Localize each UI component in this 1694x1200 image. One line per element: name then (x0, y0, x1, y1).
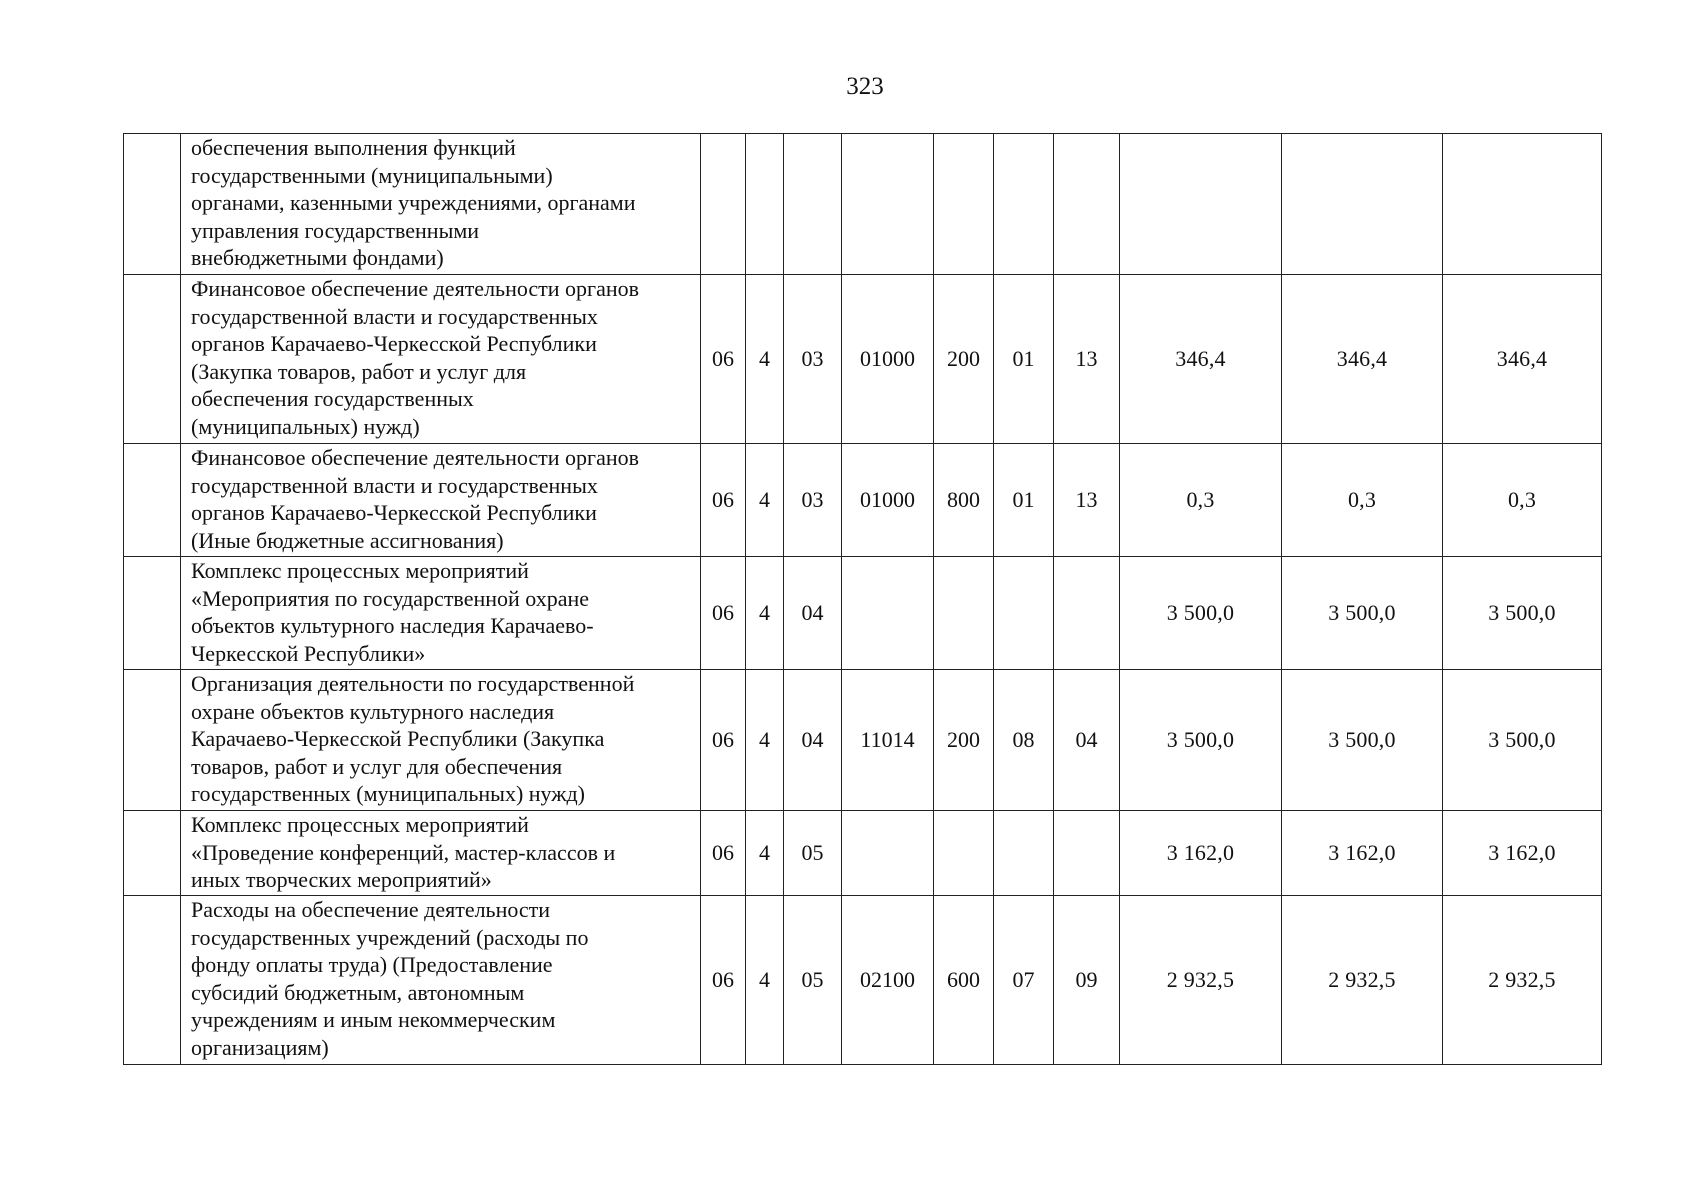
amount-cell-1: 3 162,0 (1120, 811, 1282, 896)
table-row (124, 275, 1602, 444)
amount-cell-3: 3 500,0 (1443, 557, 1602, 670)
amount-cell-2: 0,3 (1282, 444, 1443, 557)
description-cell: Комплекс процессных мероприятий «Мероприятия по государственной охране объектов культурного наследия Карачаево- Черкесской Республики» (181, 557, 701, 670)
amount-cell-3 (1443, 134, 1602, 275)
code-cell-4 (842, 134, 934, 275)
amount-cell-1: 346,4 (1120, 275, 1282, 444)
code-cell-1: 06 (701, 670, 746, 811)
index-cell (124, 896, 181, 1065)
code-cell-6 (994, 557, 1054, 670)
code-cell-2: 4 (746, 670, 784, 811)
amount-cell-1: 3 500,0 (1120, 670, 1282, 811)
table-row (124, 670, 1602, 811)
code-cell-6 (994, 134, 1054, 275)
code-cell-4: 02100 (842, 896, 934, 1065)
code-cell-7: 04 (1054, 670, 1120, 811)
index-cell (124, 444, 181, 557)
code-cell-4: 01000 (842, 275, 934, 444)
amount-cell-3: 346,4 (1443, 275, 1602, 444)
code-cell-3: 04 (784, 557, 842, 670)
table-row (124, 557, 1602, 670)
description-cell: обеспечения выполнения функций государственными (муниципальными) органами, казенными учреждениями, органами управления государственными внебюджетными фондами) (181, 134, 701, 275)
code-cell-7 (1054, 134, 1120, 275)
amount-cell-2: 3 500,0 (1282, 557, 1443, 670)
code-cell-6 (994, 811, 1054, 896)
description-cell: Организация деятельности по государственной охране объектов культурного наследия Карачаево-Черкесской Республики (Закупка товаров, работ и услуг для обеспечения государственных (муниципальных) нужд) (181, 670, 701, 811)
amount-cell-2: 2 932,5 (1282, 896, 1443, 1065)
code-cell-7 (1054, 557, 1120, 670)
code-cell-3: 05 (784, 896, 842, 1065)
code-cell-5: 200 (934, 670, 994, 811)
amount-cell-2: 346,4 (1282, 275, 1443, 444)
code-cell-2: 4 (746, 811, 784, 896)
description-cell: Финансовое обеспечение деятельности органов государственной власти и государственных органов Карачаево-Черкесской Республики (Закупка товаров, работ и услуг для обеспечения государственных (муниципальных) нужд) (181, 275, 701, 444)
code-cell-3: 03 (784, 275, 842, 444)
index-cell (124, 275, 181, 444)
description-cell: Расходы на обеспечение деятельности государственных учреждений (расходы по фонду оплаты труда) (Предоставление субсидий бюджетным, автономным учреждениям и иным некоммерческим организациям) (181, 896, 701, 1065)
amount-cell-2: 3 500,0 (1282, 670, 1443, 811)
code-cell-1 (701, 134, 746, 275)
code-cell-2: 4 (746, 557, 784, 670)
code-cell-5: 800 (934, 444, 994, 557)
code-cell-4: 01000 (842, 444, 934, 557)
index-cell (124, 557, 181, 670)
description-cell: Комплекс процессных мероприятий «Проведение конференций, мастер-классов и иных творческих мероприятий» (181, 811, 701, 896)
code-cell-4 (842, 557, 934, 670)
code-cell-7: 13 (1054, 444, 1120, 557)
code-cell-3 (784, 134, 842, 275)
amount-cell-3: 2 932,5 (1443, 896, 1602, 1065)
code-cell-1: 06 (701, 896, 746, 1065)
code-cell-3: 03 (784, 444, 842, 557)
budget-table (123, 133, 1602, 1065)
amount-cell-2 (1282, 134, 1443, 275)
code-cell-6: 08 (994, 670, 1054, 811)
table-row (124, 811, 1602, 896)
code-cell-5 (934, 134, 994, 275)
page-number: 323 (846, 73, 884, 100)
amount-cell-2: 3 162,0 (1282, 811, 1443, 896)
description-cell: Финансовое обеспечение деятельности органов государственной власти и государственных органов Карачаево-Черкесской Республики (Иные бюджетные ассигнования) (181, 444, 701, 557)
code-cell-1: 06 (701, 275, 746, 444)
index-cell (124, 811, 181, 896)
amount-cell-3: 0,3 (1443, 444, 1602, 557)
table-row (124, 444, 1602, 557)
code-cell-7: 13 (1054, 275, 1120, 444)
code-cell-6: 01 (994, 275, 1054, 444)
code-cell-4 (842, 811, 934, 896)
code-cell-6: 07 (994, 896, 1054, 1065)
index-cell (124, 670, 181, 811)
code-cell-6: 01 (994, 444, 1054, 557)
index-cell (124, 134, 181, 275)
amount-cell-1 (1120, 134, 1282, 275)
amount-cell-1: 3 500,0 (1120, 557, 1282, 670)
code-cell-2 (746, 134, 784, 275)
code-cell-1: 06 (701, 444, 746, 557)
table-row (124, 134, 1602, 275)
code-cell-3: 04 (784, 670, 842, 811)
code-cell-5: 600 (934, 896, 994, 1065)
code-cell-1: 06 (701, 557, 746, 670)
code-cell-5: 200 (934, 275, 994, 444)
amount-cell-3: 3 500,0 (1443, 670, 1602, 811)
code-cell-1: 06 (701, 811, 746, 896)
code-cell-5 (934, 811, 994, 896)
code-cell-7 (1054, 811, 1120, 896)
table-row (124, 896, 1602, 1065)
amount-cell-1: 0,3 (1120, 444, 1282, 557)
amount-cell-3: 3 162,0 (1443, 811, 1602, 896)
code-cell-7: 09 (1054, 896, 1120, 1065)
code-cell-2: 4 (746, 896, 784, 1065)
amount-cell-1: 2 932,5 (1120, 896, 1282, 1065)
code-cell-5 (934, 557, 994, 670)
code-cell-2: 4 (746, 275, 784, 444)
code-cell-4: 11014 (842, 670, 934, 811)
code-cell-3: 05 (784, 811, 842, 896)
code-cell-2: 4 (746, 444, 784, 557)
